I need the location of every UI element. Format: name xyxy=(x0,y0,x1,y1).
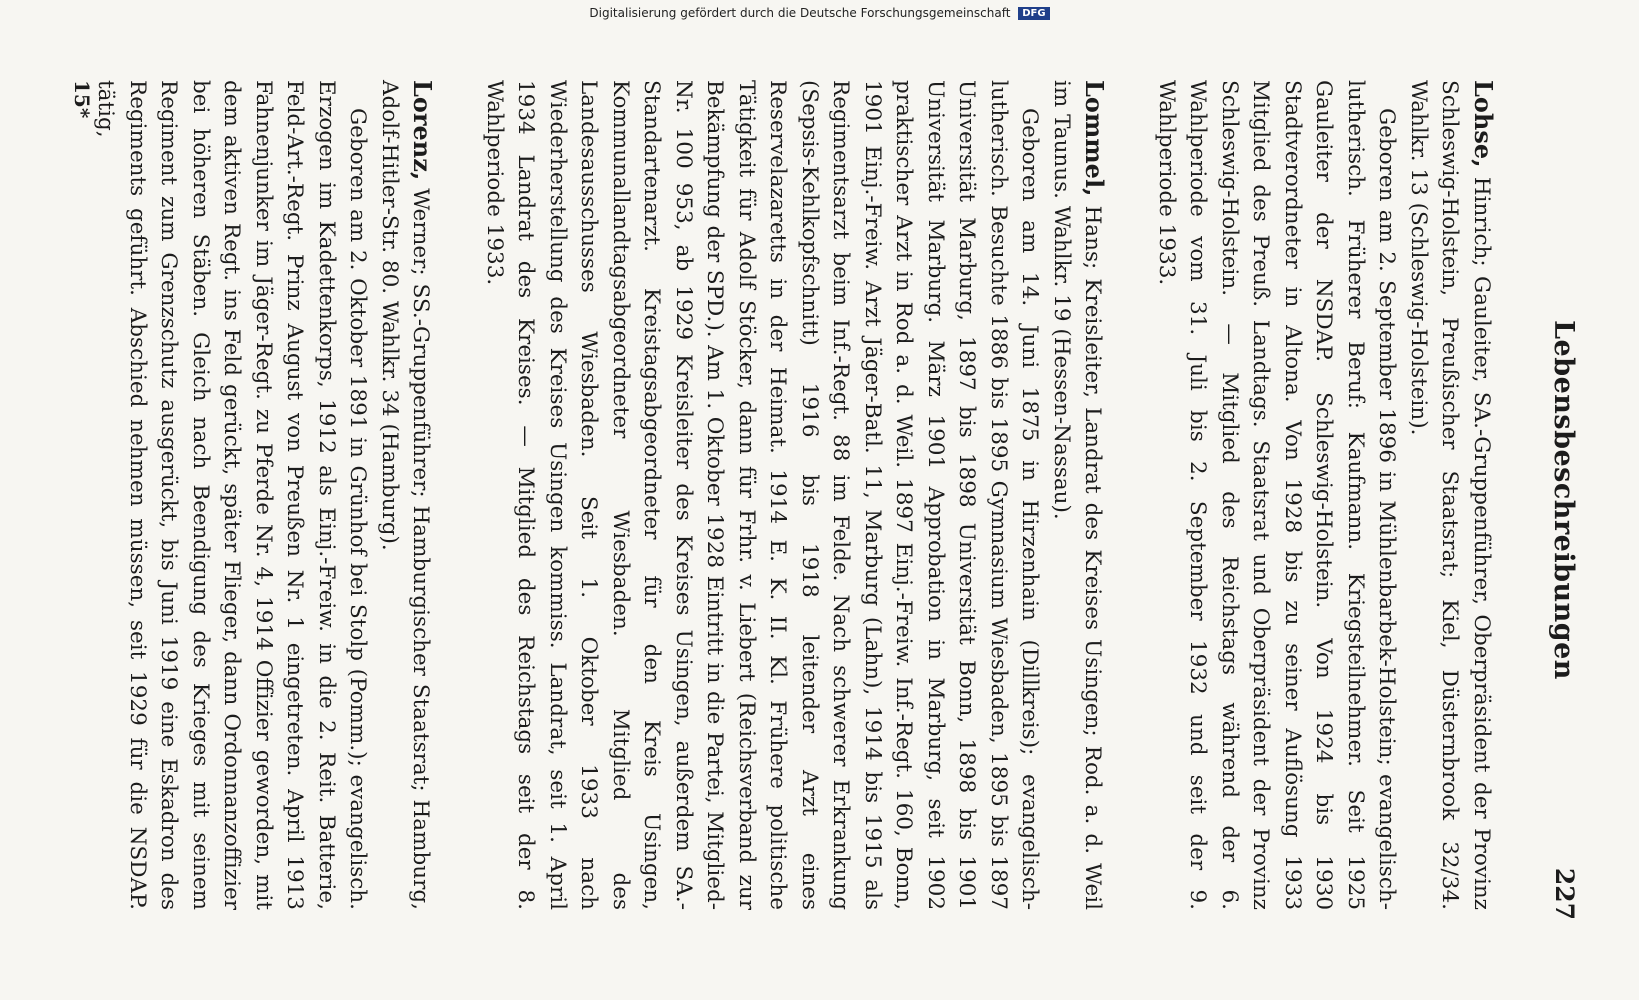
biography-entry xyxy=(479,80,1111,910)
biography-list xyxy=(50,80,1499,910)
biography-entry xyxy=(1151,80,1500,910)
entry-name: Lohse, xyxy=(1469,80,1498,168)
entry-details: Geboren am 2. Oktober 1891 in Grünhof bei Stolp (Pomm.); evangelisch. Erzogen im Kadettenkorps, 1912 als Einj.-Freiw. in die 2. Reit. Batterie, Feld-Art.-Regt. Prinz August von Preußen Nr. 1 eingetreten. April 1913 Fahnenjunker im Jäger-Regt. zu Pferde Nr. 4, 1914 Offizier geworden, mit dem aktiven Regt. ins Feld gerückt, später Flieger, dann Ordonnanzoffizier bei höheren Stäben. Gleich nach Beendigung des Krieges mit seinem Regiment zum Grenzschutz ausgerückt, bis Juni 1919 eine Eskadron des Regiments geführt. Abschied nehmen müssen, seit 1929 für die NSDAP. tätig, xyxy=(93,80,371,910)
entry-header xyxy=(1046,80,1111,910)
printer-signature: 15* xyxy=(70,80,94,119)
dfg-logo: DFG xyxy=(1018,7,1049,20)
entry-details: Geboren am 2. September 1896 in Mühlenbarbek-Holstein; evangelisch-lutherisch. Früherer Beruf: Kaufmann. Kriegsteilnehmer. Seit 1925 Gauleiter der NSDAP. Schleswig-Holstein. Von 1924 bis 1930 Stadtverordneter in Altona. Von 1928 bis zu seiner Auflösung 1933 Mitglied des Preuß. Landtags. Staatsrat und Oberpräsident der Provinz Schleswig-Holstein. — Mitglied des Reichstags während der 6. Wahlperiode vom 31. Juli bis 2. September 1932 und seit der 9. Wahlperiode 1933. xyxy=(1154,80,1400,910)
entry-name: Lommel, xyxy=(1080,80,1110,197)
entry-details: Geboren am 14. Juni 1875 in Hirzenhain (Dillkreis); evangelisch-lutherisch. Besuchte 1886 bis 1895 Gymnasium Wiesbaden, 1895 bis 1897 Universität Marburg, 1897 bis 1898 Universität Bonn, 1898 bis 1901 Universität Marburg. März 1901 Approbation in Marburg, seit 1902 praktischer Arzt in Rod a. d. Weil. 1897 Einj.-Freiw. Inf.-Regt. 160, Bonn, 1901 Einj.-Freiw. Arzt Jäger-Batl. 11, Marburg (Lahn), 1914 bis 1915 als Regimentsarzt beim Inf.-Regt. 88 im Felde. Nach schwerer Erkrankung (Sepsis-Kehlkopfschnitt) 1916 bis 1918 leitender Arzt eines Reservelazaretts in der Heimat. 1914 E. K. II. Kl. Frühere politische Tätigkeit für Adolf Stöcker, dann für Frhr. v. Liebert (Reichsverband zur Bekämpfung der SPD.). Am 1. Oktober 1928 Eintritt in die Partei, Mitglied-Nr. 100 953, ab 1929 Kreisleiter des Kreises Usingen, außerdem SA.-Standartenarzt. Kreistagsabgeordneter für den Kreis Usingen, Kommunallandtagsabgeordneter Wiesbaden. Mitglied des Landesausschusses Wiesbaden. Seit 1. Oktober 1933 nach Wiederherstellung des Kreises Usingen kommiss. Landrat, seit 1. April 1934 Landrat des Kreises. — Mitglied des Reichstags seit der 8. Wahlperiode 1933. xyxy=(482,80,1043,910)
credit-text: Digitalisierung gefördert durch die Deutsche Forschungsgemeinschaft xyxy=(589,6,1011,20)
page-number: 227 xyxy=(1550,867,1579,920)
entry-header xyxy=(374,80,439,910)
entry-header-text: Hans; Kreisleiter, Landrat des Kreises Usingen; Rod. a. d. Weil im Taunus. Wahlkr. 19 (Hessen-Nassau). xyxy=(1049,80,1106,910)
biography-entry xyxy=(90,80,439,910)
entry-name: Lorenz, xyxy=(408,80,438,181)
entry-header-text: Hinrich; Gauleiter, SA.-Gruppenführer, Oberpräsident der Provinz Schleswig-Holstein, Preußischer Staatsrat; Kiel, Düsternbrook 32/34. Wahlkr. 13 (Schleswig-Holstein). xyxy=(1406,80,1494,910)
entry-header-text: Werner; SS.-Gruppenführer; Hamburgischer Staatsrat; Hamburg, Adolf-Hitler-Str. 80. Wahlkr. 34 (Hamburg). xyxy=(377,80,434,910)
entry-header xyxy=(1403,80,1500,910)
page-title: Lebensbeschreibungen xyxy=(1548,320,1579,680)
page-header xyxy=(1519,40,1579,960)
